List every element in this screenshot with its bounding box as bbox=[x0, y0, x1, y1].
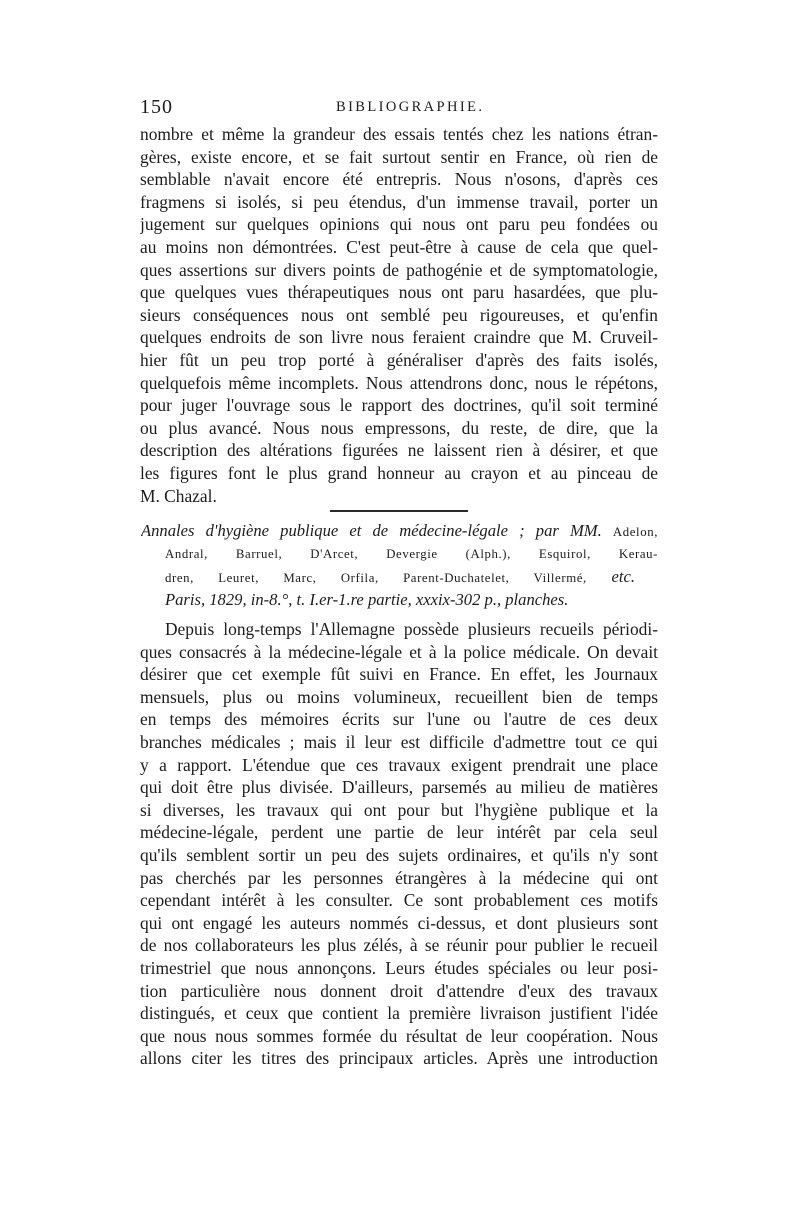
text-line: jugement sur quelques opinions qui nous ont paru peu fondées ou bbox=[140, 214, 658, 235]
text-line: si diverses, les travaux qui ont pour but l'hygiène publique et la bbox=[140, 799, 658, 820]
journal-title: Annales d'hygiène publique et de médecine-légale ; par MM. bbox=[141, 521, 602, 540]
text-line: les figures font le plus grand honneur au crayon et au pinceau de bbox=[140, 463, 658, 483]
author-list-end: dren, Leuret, Marc, Orfila, Parent-Duchatelet, Villermé, bbox=[165, 571, 587, 585]
text-line: tion particulière nous donnent droit d'attendre d'eux des travaux bbox=[140, 980, 658, 1001]
text-line: de nos collaborateurs les plus zélés, à se réunir pour publier le recueil bbox=[140, 935, 658, 956]
text-line: cependant intérêt à les consulter. Ce sont probablement ces motifs bbox=[140, 890, 658, 911]
text-line: Depuis long-temps l'Allemagne possède plusieurs recueils périodi- bbox=[165, 619, 658, 639]
text-line: ques consacrés à la médecine-légale et à la police médicale. On devait bbox=[140, 641, 658, 662]
text-line: y a rapport. L'étendue que ces travaux exigent prendrait une place bbox=[140, 754, 658, 775]
text-line: trimestriel que nous annonçons. Leurs études spéciales ou leur posi- bbox=[140, 958, 658, 978]
text-line: pour juger l'ouvrage sous le rapport des doctrines, qu'il soit terminé bbox=[140, 395, 658, 416]
running-head bbox=[140, 96, 658, 120]
text-line: ou plus avancé. Nous nous empressons, du reste, de dire, que la bbox=[140, 417, 658, 438]
section-divider bbox=[330, 510, 468, 512]
text-line: semblable n'avait encore été entrepris. Nous n'osons, d'après ces bbox=[140, 169, 658, 190]
text-line: qu'ils semblent sortir un peu des sujets ordinaires, et qu'ils n'y sont bbox=[140, 845, 658, 865]
page-number: 150 bbox=[140, 96, 173, 118]
reference-line-3 bbox=[165, 566, 635, 589]
author-list-start: Adelon, bbox=[612, 525, 658, 539]
text-line: pas cherchés par les personnes étrangères à la médecine qui ont bbox=[140, 867, 658, 888]
publication-details-text: Paris, 1829, in-8.°, t. I.er-1.re partie, xxxix-302 p., planches. bbox=[165, 590, 569, 609]
text-line: que quelques vues thérapeutiques nous ont paru hasardées, que plu- bbox=[140, 282, 658, 303]
text-line: ques assertions sur divers points de pathogénie et de symptomatologie, bbox=[140, 259, 658, 280]
text-line: en temps des mémoires écrits sur l'une ou l'autre de ces deux bbox=[140, 709, 658, 730]
text-line: médecine-légale, perdent une partie de leur intérêt par cela seul bbox=[140, 822, 658, 843]
text-line: branches médicales ; mais il leur est difficile d'admettre tout ce qui bbox=[140, 732, 658, 752]
reference-line-1 bbox=[141, 520, 658, 543]
text-line: description des altérations figurées ne laissent rien à désirer, et que bbox=[140, 440, 658, 461]
text-line: quelquefois même incomplets. Nous attendrons donc, nous le répétons, bbox=[140, 372, 658, 393]
text-line: mensuels, plus ou moins volumineux, recueillent bien de temps bbox=[140, 686, 658, 707]
reference-line-2: Andral, Barruel, D'Arcet, Devergie (Alph.), Esquirol, Kerau- bbox=[165, 547, 658, 561]
text-line: désirer que cet exemple fût suivi en France. En effet, les Journaux bbox=[140, 664, 658, 685]
text-line: distingués, et ceux que contient la première livraison justifient l'idée bbox=[140, 1003, 658, 1024]
text-line: allons citer les titres des principaux articles. Après une introduction bbox=[140, 1048, 658, 1069]
text-line: gères, existe encore, et se fait surtout sentir en France, où rien de bbox=[140, 146, 658, 167]
text-line: que nous nous sommes formée du résultat de leur coopération. Nous bbox=[140, 1025, 658, 1046]
text-line: nombre et même la grandeur des essais tentés chez les nations étran- bbox=[140, 124, 658, 144]
text-line: hier fût un peu trop porté à généraliser d'après des faits isolés, bbox=[140, 350, 658, 370]
text-line: qui doit être plus divisée. D'ailleurs, parsemés au milieu de matières bbox=[140, 777, 658, 798]
publication-details bbox=[165, 589, 635, 612]
text-line: qui ont engagé les auteurs nommés ci-dessus, et dont plusieurs sont bbox=[140, 912, 658, 933]
etc-label: etc. bbox=[611, 567, 635, 586]
text-line: fragmens si isolés, si peu étendus, d'un immense travail, porter un bbox=[140, 191, 658, 212]
text-line: au moins non démontrées. C'est peut-être à cause de cela que quel- bbox=[140, 237, 658, 257]
text-line: M. Chazal. bbox=[140, 485, 217, 506]
text-line: sieurs conséquences nous ont semblé peu rigoureuses, et qu'enfin bbox=[140, 304, 658, 325]
header-title: BIBLIOGRAPHIE. bbox=[336, 99, 485, 115]
text-line: quelques endroits de son livre nous feraient craindre que M. Cruveil- bbox=[140, 327, 658, 348]
